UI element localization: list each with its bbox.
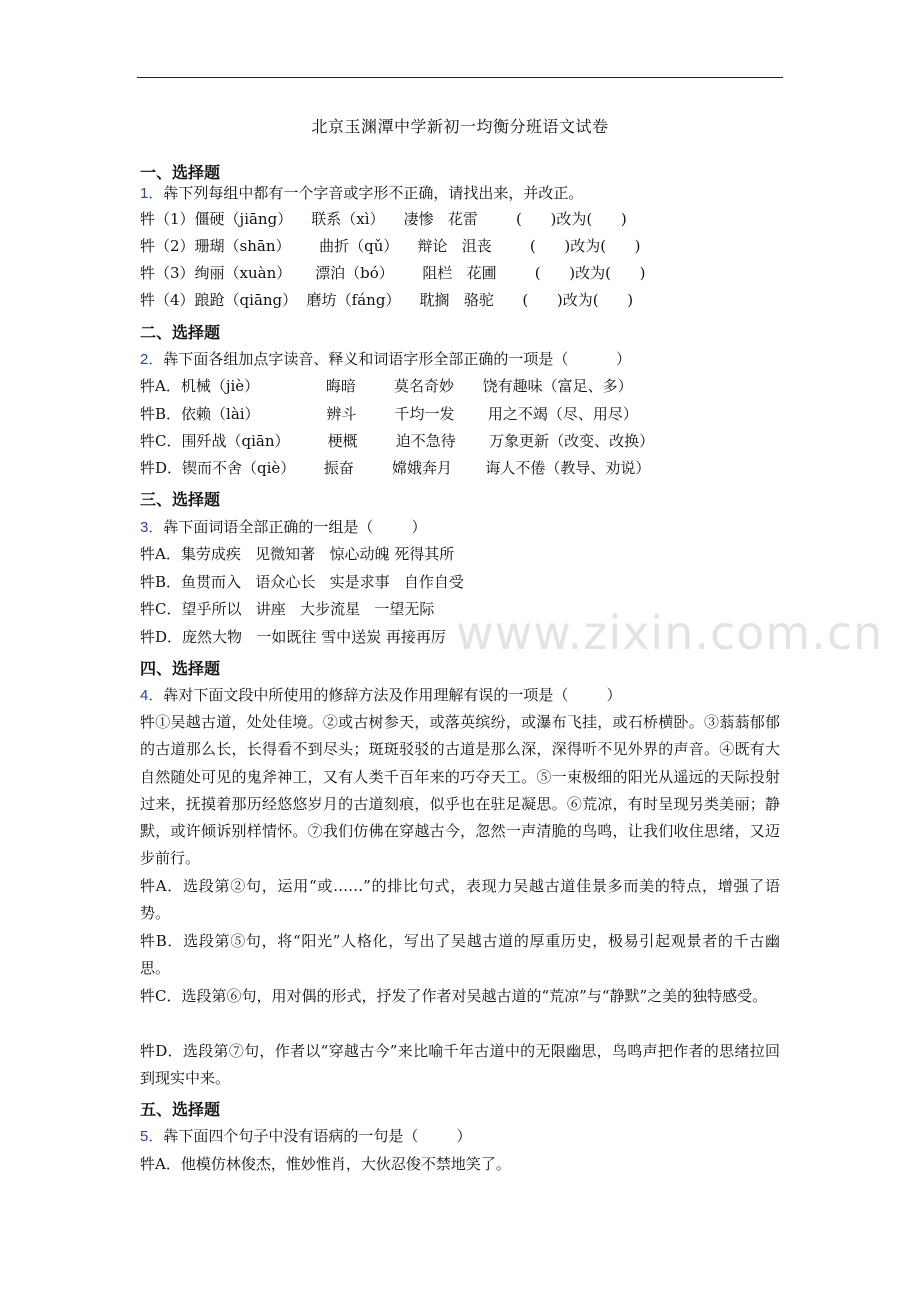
- question-text: 犇下列每组中都有一个字音或字形不正确，请找出来，并改正。: [163, 184, 584, 202]
- watermark: www.zixin.com.cn: [456, 606, 884, 660]
- question-text: 犇下面各组加点字读音、释义和词语字形全部正确的一项是（ ）: [163, 350, 632, 368]
- option-line: 牪A．机械（jiè） 晦暗 莫名奇妙 饶有趣味（富足、多）: [140, 377, 633, 395]
- option-paragraph: 牪D．选段第⑦句，作者以“穿越古今”来比喻千年古道中的无限幽思，鸟鸣声把作者的思绪拉回到现实中来。: [140, 1042, 780, 1088]
- question-number: 1．: [140, 185, 164, 202]
- question-number: 4．: [140, 687, 164, 704]
- question-text: 犇下面词语全部正确的一组是（ ）: [163, 518, 427, 536]
- question-number: 5．: [140, 1128, 164, 1145]
- option-line: 牪（1）僵硬（jiāng） 联系（xì） 凄惨 花雷 ( )改为( ): [140, 210, 627, 228]
- section-heading-4: 四、选择题: [140, 659, 221, 678]
- option-line: 牪C．围歼战（qiān） 梗概 迫不急待 万象更新（改变、改换）: [140, 432, 655, 450]
- question-1-stem: [140, 183, 583, 204]
- option-line: 牪A．他模仿林俊杰，惟妙惟肖，大伙忍俊不禁地笑了。: [140, 1155, 511, 1173]
- page-title: 北京玉渊潭中学新初一均衡分班语文试卷: [311, 117, 609, 136]
- question-4-stem: [140, 685, 622, 706]
- header-rule: [137, 77, 783, 78]
- option-line: 牪（2）珊瑚（shān） 曲折（qǔ） 辩论 沮丧 ( )改为( ): [140, 237, 641, 255]
- question-text: 犇下面四个句子中没有语病的一句是（ ）: [163, 1127, 472, 1145]
- question-2-stem: [140, 349, 631, 370]
- option-paragraph: 牪B．选段第⑤句，将“阳光”人格化，写出了吴越古道的厚重历史，极易引起观景者的千古幽思。: [140, 932, 780, 978]
- option-line: 牪B．鱼贯而入 语众心长 实是求事 自作自受: [140, 573, 464, 591]
- option-paragraph: 牪C．选段第⑥句，用对偶的形式，抒发了作者对吴越古道的“荒凉”与“静默”之美的独特感受。: [140, 987, 768, 1005]
- option-line: 牪A．集劳成疾 见微知著 惊心动魄 死得其所: [140, 545, 455, 563]
- option-line: 牪D．锲而不舍（qiè） 振奋 嫦娥奔月 诲人不倦（教导、劝说）: [140, 459, 651, 477]
- option-line: 牪（3）绚丽（xuàn） 漂泊（bó） 阻栏 花圃 ( )改为( ): [140, 264, 646, 282]
- option-paragraph: 牪A．选段第②句，运用“或……”的排比句式，表现力吴越古道佳景多而美的特点，增强了语势。: [140, 877, 780, 923]
- section-heading-3: 三、选择题: [140, 490, 221, 509]
- question-3-stem: [140, 517, 427, 538]
- question-5-stem: [140, 1126, 472, 1147]
- section-heading-2: 二、选择题: [140, 323, 221, 342]
- option-line: 牪B．依赖（lài） 辨斗 千均一发 用之不竭（尽、用尽）: [140, 405, 638, 423]
- section-heading-1: 一、选择题: [140, 163, 221, 182]
- option-line: 牪（4）踉跄（qiāng） 磨坊（fáng） 耽搁 骆驼 ( )改为( ): [140, 291, 634, 309]
- option-line: 牪D．庞然大物 一如既往 雪中送炭 再接再厉: [140, 628, 446, 646]
- question-number: 3．: [140, 519, 164, 536]
- section-heading-5: 五、选择题: [140, 1100, 221, 1119]
- question-number: 2．: [140, 351, 164, 368]
- passage-text: 牪①吴越古道，处处佳境。②或古树参天，或落英缤纷，或瀑布飞挂，或石桥横卧。③蓊蓊郁郁的古道那么长，长得看不到尽头；斑斑驳驳的古道是那么深，深得听不见外界的声音。④既有大自然随处可见的鬼斧神工，又有人类千百年来的巧夺天工。⑤一束极细的阳光从遥远的天际投射过来，抚摸着那历经悠悠岁月的古道刻痕，似乎也在驻足凝思。⑥荒凉，有时呈现另类美丽；静默，或许倾诉别样情怀。⑦我们仿佛在穿越古今，忽然一声清脆的鸟鸣，让我们收住思绪，又迈步前行。: [140, 713, 780, 868]
- option-line: 牪C．望乎所以 讲座 大步流星 一望无际: [140, 600, 435, 618]
- question-text: 犇对下面文段中所使用的修辞方法及作用理解有误的一项是（ ）: [163, 686, 622, 704]
